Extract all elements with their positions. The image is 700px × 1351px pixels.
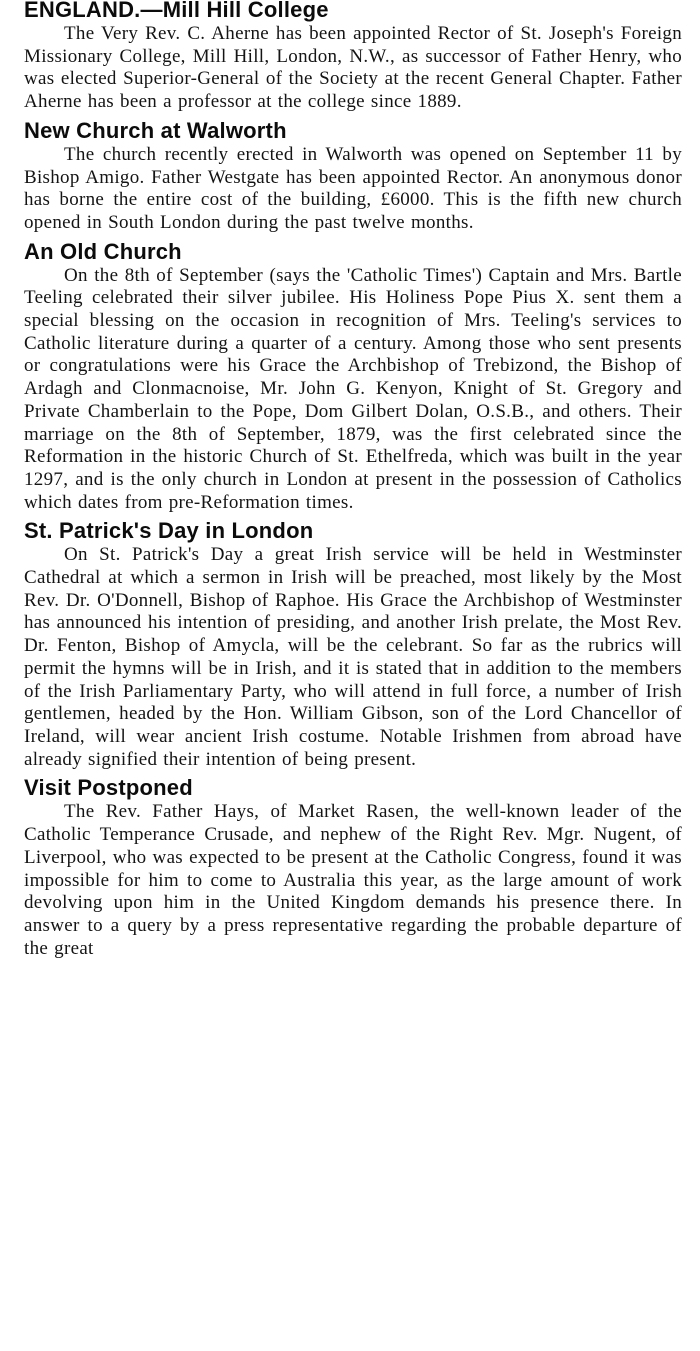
article-new-church-walworth [24, 118, 682, 235]
article-heading: Visit Postponed [24, 775, 193, 801]
article-body: The Very Rev. C. Aherne has been appointed Rector of St. Joseph's Foreign Missionary College, Mill Hill, London, N.W., as successor of Father Henry, who was elected Superior-General of the Society at the recent General Chapter. Father Aherne has been a professor at the college since 1889. [24, 23, 682, 113]
newspaper-column [24, 0, 682, 964]
article-old-church [24, 239, 682, 515]
article-heading: New Church at Walworth [24, 117, 287, 143]
article-body: On the 8th of September (says the 'Catholic Times') Captain and Mrs. Bartle Teeling celebrated their silver jubilee. His Holiness Pope Pius X. sent them a special blessing on the occasion in recognition of Mrs. Teeling's services to Catholic literature during a quarter of a century. Among those who sent presents or congratulations were his Grace the Archbishop of Trebizond, the Bishop of Ardagh and Clonmacnoise, Mr. John G. Kenyon, Knight of St. Gregory and Private Chamberlain to the Pope, Dom Gilbert Dolan, O.S.B., and others. Their marriage on the 8th of September, 1879, was the first celebrated since the Reformation in the historic Church of St. Ethelfreda, which was built in the year 1297, and is the only church in London at present in the possession of Catholics which dates from pre-Reformation times. [24, 264, 682, 513]
article-body: On St. Patrick's Day a great Irish service will be held in Westminster Cathedral at which a sermon in Irish will be preached, most likely by the Most Rev. Dr. O'Donnell, Bishop of Raphoe. His Grace the Archbishop of Westminster has announced his intention of presiding, and another Irish prelate, the Most Rev. Dr. Fenton, Bishop of Amycla, will be the celebrant. So far as the rubrics will permit the hymns will be in Irish, and it is stated that in addition to the members of the Irish Parliamentary Party, who will attend in full force, a number of Irish gentlemen, headed by the Hon. William Gibson, son of the Lord Chancellor of Ireland, will wear ancient Irish costume. Notable Irishmen from abroad have already signified their intention of being present. [24, 544, 682, 770]
article-heading: An Old Church [24, 238, 182, 264]
article-heading: St. Patrick's Day in London [24, 518, 314, 544]
article-mill-hill-college [24, 0, 682, 114]
article-body: The church recently erected in Walworth was opened on September 11 by Bishop Amigo. Father Westgate has been appointed Rector. An anonymous donor has borne the entire cost of the building, £6000. This is the fifth new church opened in South London during the past twelve months. [24, 143, 682, 233]
article-heading: ENGLAND.—Mill Hill College [24, 0, 329, 22]
article-body: The Rev. Father Hays, of Market Rasen, the well-known leader of the Catholic Temperance Crusade, and nephew of the Right Rev. Mgr. Nugent, of Liverpool, who was expected to be present at the Catholic Congress, found it was impossible for him to come to Australia this year, as the large amount of work devolving upon him in the United Kingdom demands his presence there. In answer to a query by a press representative regarding the probable departure of the great [24, 801, 682, 959]
article-visit-postponed [24, 775, 682, 960]
article-st-patricks-day [24, 518, 682, 771]
